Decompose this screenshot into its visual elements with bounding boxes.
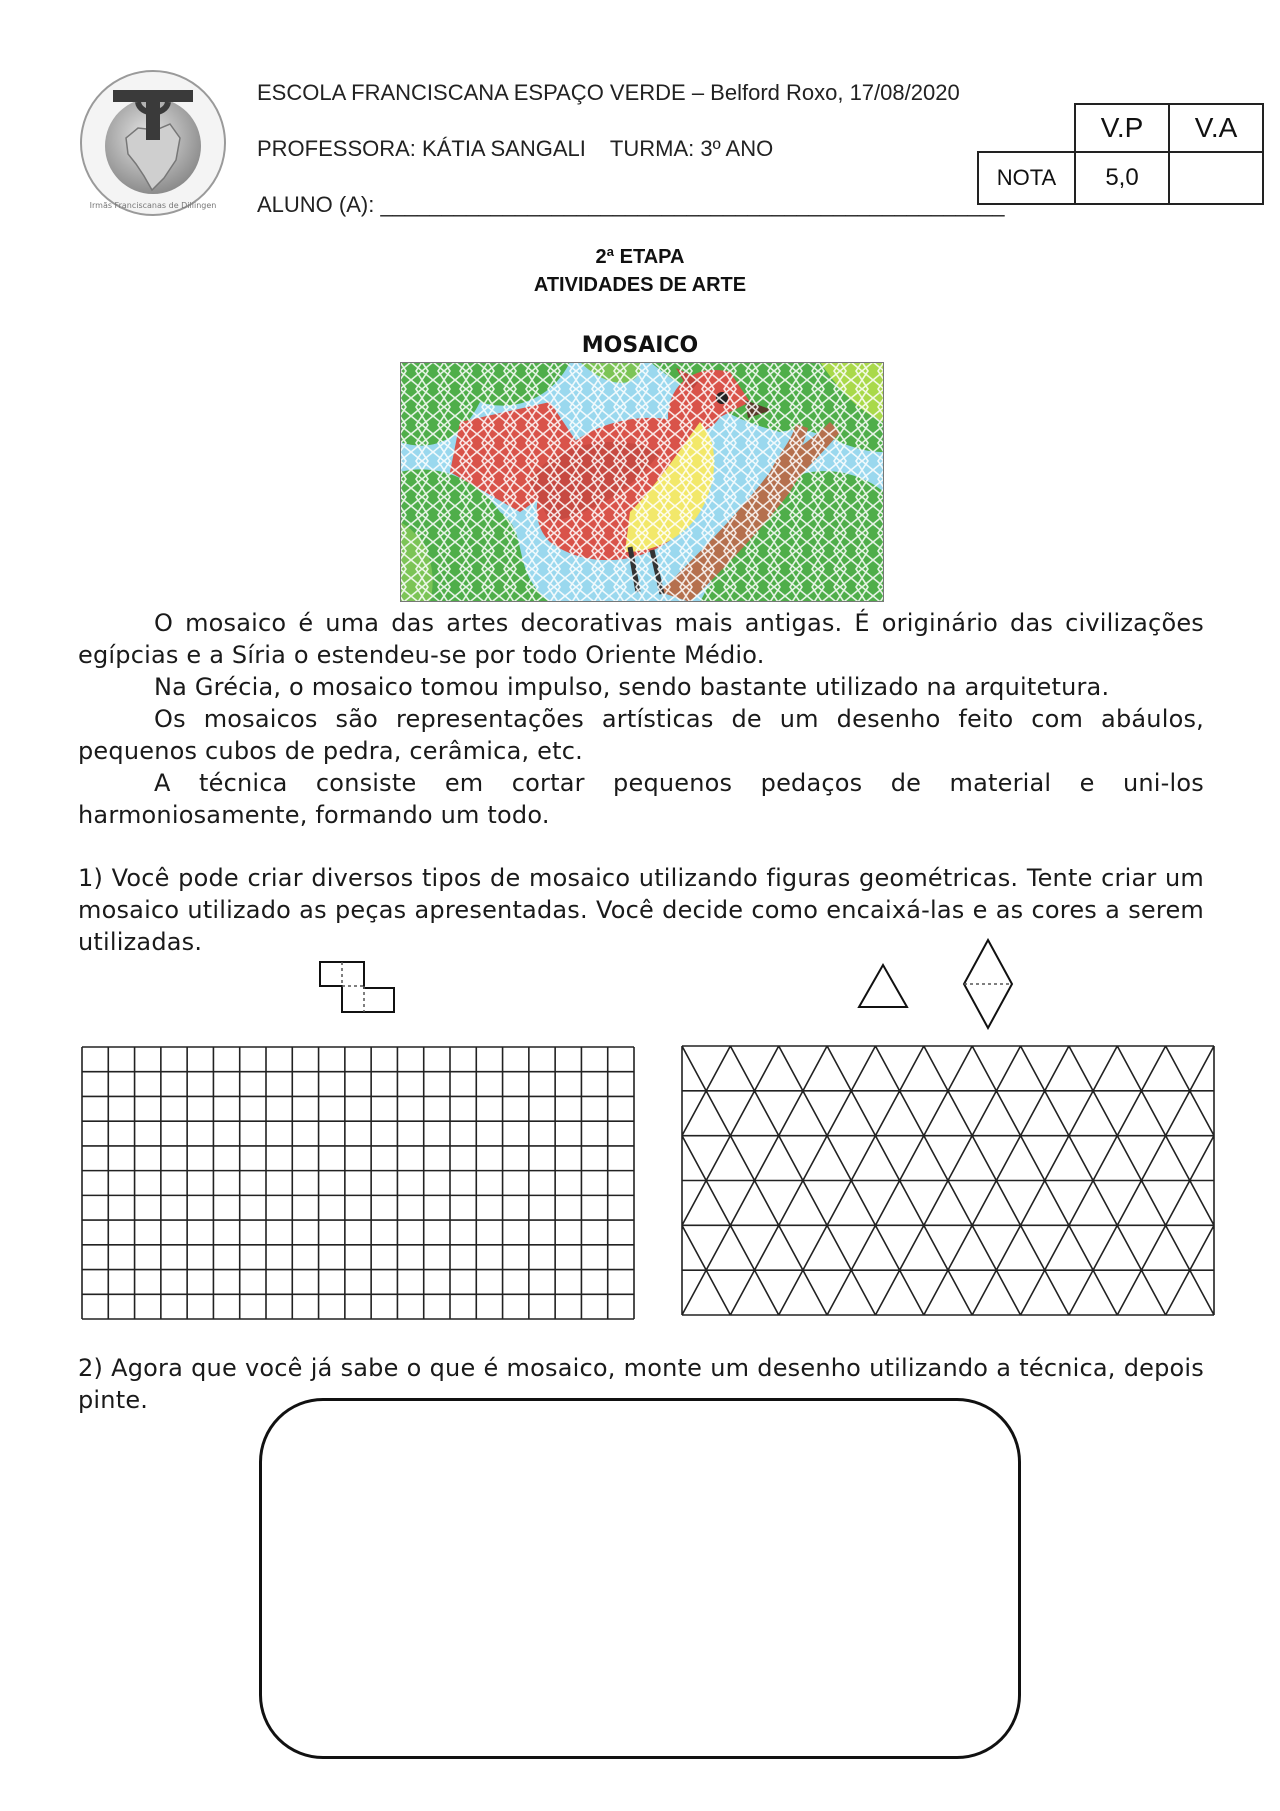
vp-header: V.P (1075, 104, 1169, 152)
rhombus-piece-example-icon (962, 938, 1014, 1030)
triangle-grid-lines (682, 1046, 1214, 1315)
square-piece-example-icon (318, 960, 398, 1014)
paragraph-4: A técnica consiste em cortar pequenos pedaços de material e uni-los harmoniosamente, formando um todo. (78, 769, 1204, 829)
grade-table (977, 103, 1264, 205)
subject-title: ATIVIDADES DE ARTE (533, 274, 747, 296)
stage-title: 2ª ETAPA (595, 246, 685, 268)
student-name-field[interactable]: ALUNO (A): ___________________________________________________ (257, 192, 1005, 217)
triangle-grid-worksheet[interactable] (680, 1044, 1216, 1317)
paragraph-3: Os mosaicos são representações artísticas de um desenho feito com abáulos, pequenos cubos de pedra, cerâmica, etc. (78, 705, 1204, 765)
topic-title: MOSAICO (581, 333, 699, 358)
school-line: ESCOLA FRANCISCANA ESPAÇO VERDE – Belford Roxo, 17/08/2020 (257, 80, 960, 105)
school-logo (78, 68, 228, 218)
logo-text-bottom: Irmãs Franciscanas de Dillingen (89, 201, 217, 210)
paragraph-1: O mosaico é uma das artes decorativas mais antigas. É originário das civilizações egípcias e a Síria o estendeu-se por todo Oriente Médio. (78, 609, 1204, 669)
square-grid-worksheet[interactable] (80, 1045, 636, 1321)
bird-mosaic-illustration (400, 362, 884, 602)
va-header: V.A (1169, 104, 1263, 152)
va-grade (1169, 152, 1263, 204)
square-grid-lines (82, 1047, 634, 1319)
nota-label: NOTA (978, 152, 1075, 204)
vp-grade: 5,0 (1075, 152, 1169, 204)
question-1: 1) Você pode criar diversos tipos de mosaico utilizando figuras geométricas. Tente criar um mosaico utilizado as peças apresentadas. Você decide como encaixá-las e as cores a serem utilizadas. (78, 864, 1204, 956)
triangle-piece-example-icon (856, 962, 910, 1010)
paragraph-2: Na Grécia, o mosaico tomou impulso, sendo bastante utilizado na arquitetura. (154, 673, 1110, 701)
drawing-area[interactable] (259, 1398, 1021, 1759)
teacher-line: PROFESSORA: KÁTIA SANGALI TURMA: 3º ANO (257, 136, 774, 161)
question-2: 2) Agora que você já sabe o que é mosaico, monte um desenho utilizando a técnica, depois pinte. (78, 1354, 1204, 1414)
